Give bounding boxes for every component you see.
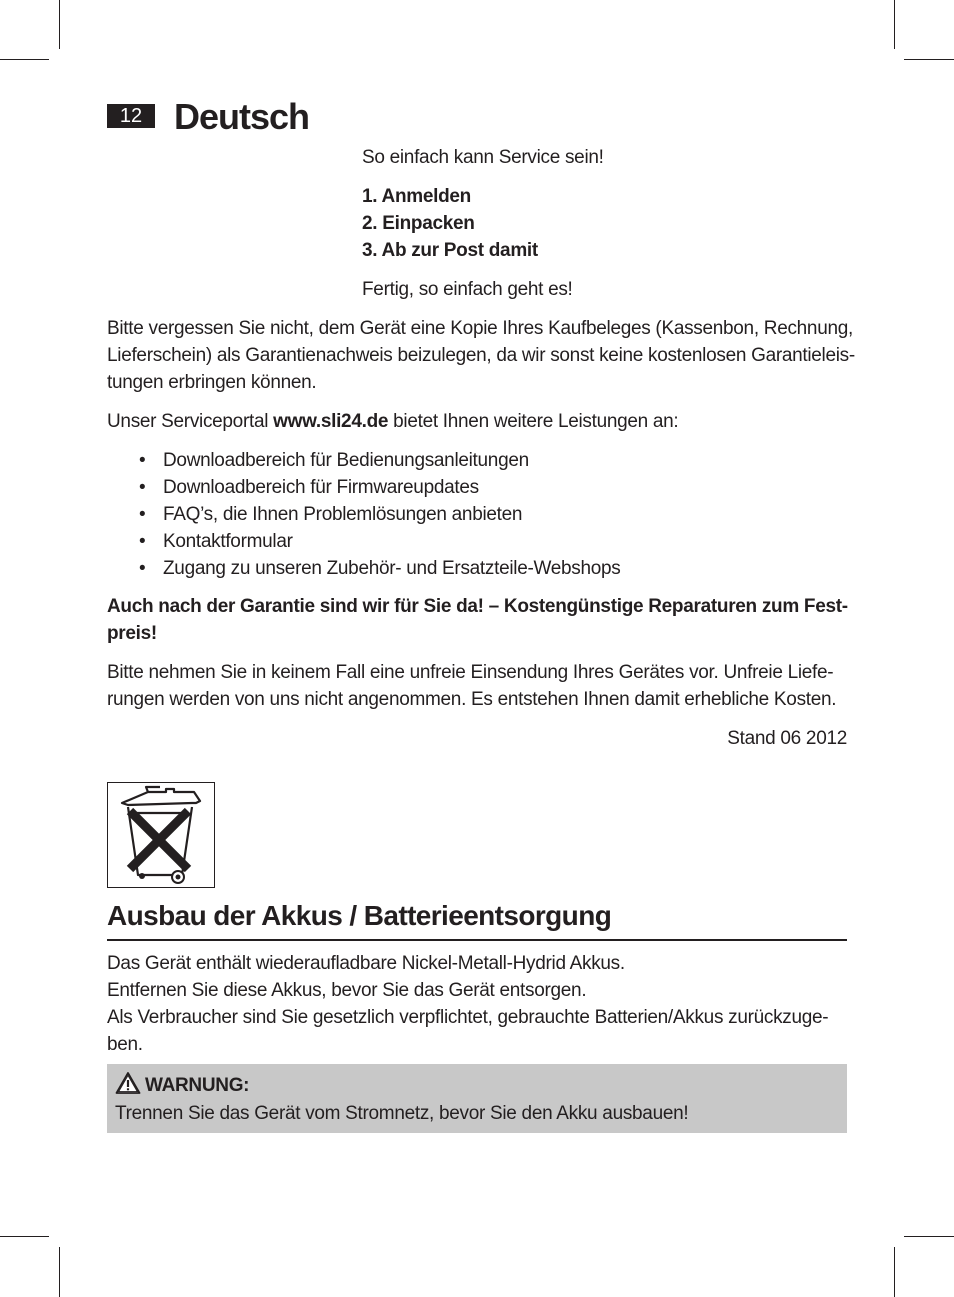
service-portal-line (107, 408, 847, 435)
crop-mark (0, 1236, 49, 1237)
shipping-paragraph (107, 659, 847, 713)
crop-mark (894, 1247, 895, 1297)
crop-mark (0, 59, 49, 60)
list-item-label: Zugang zu unseren Zubehör- und Ersatzteile-Webshops (163, 558, 621, 579)
paragraph-line: Das Gerät enthält wiederaufladbare Nickel-Metall-Hydrid Akkus. (107, 953, 625, 974)
service-steps (362, 183, 842, 264)
battery-paragraph (107, 950, 847, 1058)
portal-link[interactable]: www.sli24.de (273, 411, 389, 432)
crop-mark (59, 1247, 60, 1297)
paragraph-line: Auch nach der Garantie sind wir für Sie da! – Kostengünstige Reparaturen zum Fest- (107, 596, 848, 617)
warning-label: WARNUNG: (145, 1075, 250, 1096)
receipt-paragraph (107, 315, 855, 396)
crop-mark (894, 0, 895, 49)
warning-box (107, 1064, 847, 1133)
service-intro: So einfach kann Service sein! (362, 147, 604, 168)
list-item (107, 447, 847, 474)
service-step: 3. Ab zur Post damit (362, 240, 538, 261)
paragraph-line: rungen werden von uns nicht angenommen. Es entstehen Ihnen damit erhebliche Kosten. (107, 689, 837, 710)
service-step: 1. Anmelden (362, 186, 471, 207)
paragraph-line: ben. (107, 1034, 143, 1055)
page-number: 12 (107, 104, 155, 128)
bullet: • (139, 450, 146, 471)
paragraph-line: Als Verbraucher sind Sie gesetzlich verpflichtet, gebrauchte Batterien/Akkus zurückzuge- (107, 1007, 829, 1028)
page-title: Deutsch (174, 96, 310, 137)
paragraph-line: Entfernen Sie diese Akkus, bevor Sie das Gerät entsorgen. (107, 980, 587, 1001)
crop-mark (59, 0, 60, 49)
paragraph-line: Bitte nehmen Sie in keinem Fall eine unfreie Einsendung Ihres Gerätes vor. Unfreie Liefe- (107, 662, 834, 683)
warning-text: Trennen Sie das Gerät vom Stromnetz, bevor Sie den Akku ausbauen! (115, 1103, 689, 1124)
list-item-label: Kontaktformular (163, 531, 293, 552)
list-item (107, 528, 847, 555)
paragraph-line: tungen erbringen können. (107, 372, 317, 393)
service-step: 2. Einpacken (362, 213, 475, 234)
service-done: Fertig, so einfach geht es! (362, 279, 573, 300)
crossed-out-wheelie-bin-icon (107, 782, 215, 888)
list-item (107, 501, 847, 528)
crop-mark (904, 1236, 954, 1237)
list-item-label: Downloadbereich für Firmwareupdates (163, 477, 479, 498)
list-item-label: Downloadbereich für Bedienungsanleitungen (163, 450, 529, 471)
section-title: Ausbau der Akkus / Batterieentsorgung (107, 900, 612, 931)
warning-triangle-icon (115, 1071, 141, 1100)
bullet: • (139, 477, 146, 498)
paragraph-line: Bitte vergessen Sie nicht, dem Gerät eine Kopie Ihres Kaufbeleges (Kassenbon, Rechnung, (107, 318, 853, 339)
list-item-label: FAQ’s, die Ihnen Problemlösungen anbieten (163, 504, 523, 525)
crop-mark (904, 59, 954, 60)
divider (107, 939, 847, 941)
warranty-statement (107, 593, 847, 647)
features-list (107, 447, 847, 582)
paragraph-line: Lieferschein) als Garantienachweis beizulegen, da wir sonst keine kostenlosen Garantieleis- (107, 345, 855, 366)
portal-prefix: Unser Serviceportal (107, 411, 274, 432)
document-date: Stand 06 2012 (727, 728, 847, 749)
bullet: • (139, 531, 146, 552)
portal-suffix: bietet Ihnen weitere Leistungen an: (388, 411, 679, 432)
warning-header (115, 1071, 249, 1100)
bullet: • (139, 504, 146, 525)
list-item (107, 474, 847, 501)
list-item (107, 555, 847, 582)
paragraph-line: preis! (107, 623, 157, 644)
bullet: • (139, 558, 146, 579)
